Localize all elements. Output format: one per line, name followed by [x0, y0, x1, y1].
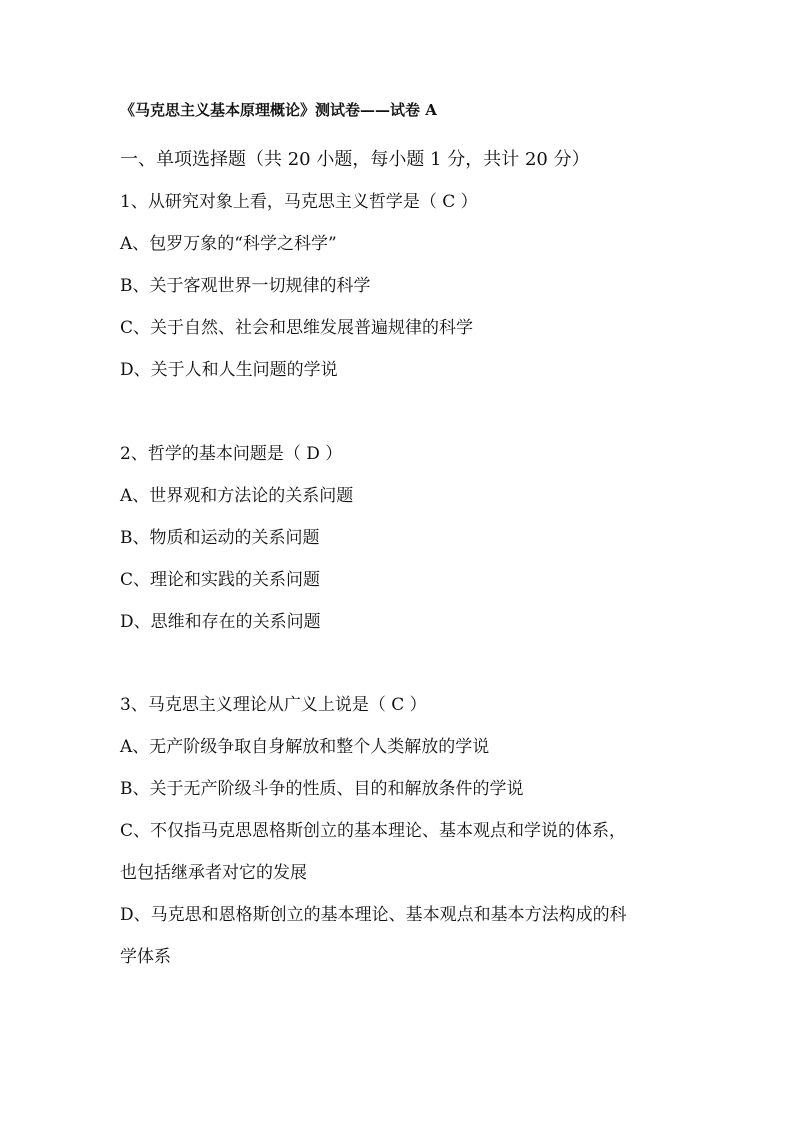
option-b: B、关于无产阶级斗争的性质、目的和解放条件的学说	[120, 779, 524, 799]
option-c: C、关于自然、社会和思维发展普遍规律的科学	[120, 318, 474, 338]
question-stem: 1、从研究对象上看，马克思主义哲学是（ C ）	[120, 192, 478, 212]
option-c: C、理论和实践的关系问题	[120, 570, 321, 590]
option-a: A、无产阶级争取自身解放和整个人类解放的学说	[120, 737, 490, 757]
option-c-continued: 也包括继承者对它的发展	[120, 863, 307, 883]
option-d: D、马克思和恩格斯创立的基本理论、基本观点和基本方法构成的科	[120, 905, 627, 925]
question-stem: 2、哲学的基本问题是（ D ）	[120, 444, 343, 464]
option-d: D、关于人和人生问题的学说	[120, 360, 338, 380]
option-a: A、世界观和方法论的关系问题	[120, 486, 354, 506]
question-stem: 3、马克思主义理论从广义上说是（ C ）	[120, 695, 427, 715]
section-heading: 一、单项选择题（共 20 小题，每小题 1 分，共计 20 分）	[120, 149, 590, 170]
option-d-continued: 学体系	[120, 947, 171, 967]
option-a: A、包罗万象的“科学之科学”	[120, 234, 337, 254]
document-title: 《马克思主义基本原理概论》测试卷——试卷 A	[120, 101, 437, 119]
option-b: B、关于客观世界一切规律的科学	[120, 276, 371, 296]
option-c: C、不仅指马克思恩格斯创立的基本理论、基本观点和学说的体系，	[120, 821, 627, 841]
option-d: D、思维和存在的关系问题	[120, 612, 321, 632]
option-b: B、物质和运动的关系问题	[120, 528, 320, 548]
